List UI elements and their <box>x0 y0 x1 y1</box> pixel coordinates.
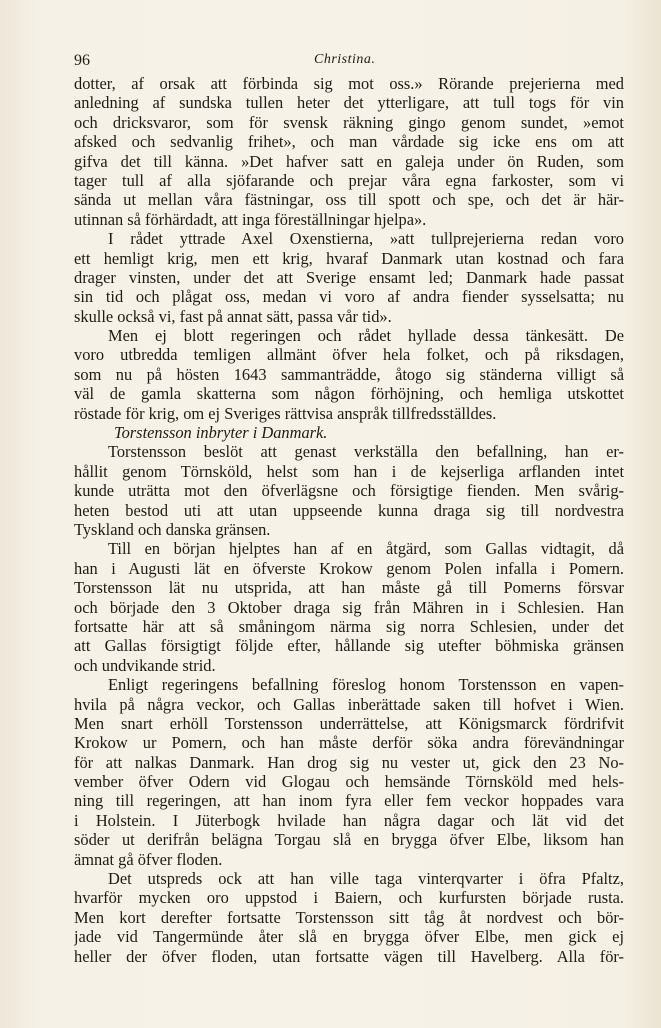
text-line: jade vid Tangermünde åter slå en brygga öfver Elbe, men gick ej <box>74 927 624 947</box>
text-line: Torstensson beslöt att genast verkställa den befallning, han er- <box>108 442 624 462</box>
text-line: Det utspreds ock att han ville taga vinterqvarter i öfra Pfaltz, <box>108 869 624 889</box>
body-text <box>74 74 624 966</box>
text-line: drager vinsten, under det att Sverige ensamt led; Danmark hade passat <box>74 267 624 287</box>
text-line: tager tull af alla sjöfarande och prejar våra egna farkoster, som vi <box>74 170 624 190</box>
text-line: som nu på hösten 1643 sammanträdde, åtogo sig ständerna villigt så <box>74 364 624 384</box>
text-line: och undvikande strid. <box>74 655 216 675</box>
text-line: hvila på några veckor, och Gallas inberättade saken till hofvet i Wien. <box>74 694 624 714</box>
text-line: vember öfver Odern vid Glogau och hemsände Törnsköld med hels- <box>74 772 624 792</box>
text-line: heten bestod uti att utan uppseende kunna draga sig till nordvestra <box>74 500 624 520</box>
text-line: dotter, af orsak att förbinda sig mot oss.» Rörande prejerierna med <box>74 74 624 93</box>
text-line: hållit genom Törnsköld, helst som han i de kejserliga arflanden intet <box>74 461 624 481</box>
text-line: Torstensson lät nu utsprida, att han måste gå till Pomerns försvar <box>74 578 624 598</box>
text-line: anledning af sundska tullen heter det ytterligare, att tull togs för vin <box>74 93 624 113</box>
page-header <box>74 52 624 72</box>
text-line: Till en början hjelptes han af en åtgärd, som Gallas vidtagit, då <box>108 539 624 559</box>
text-line: Tyskland och danska gränsen. <box>74 519 271 539</box>
text-line: gifva det till känna. »Det hafver satt en galeja under ön Ruden, som <box>74 151 624 171</box>
text-line: röstade för krig, om ej Sveriges rättvisa anspråk tillfredsställdes. <box>74 403 497 423</box>
text-line: Krokow ur Pomern, och han måste derför söka andra förevändningar <box>74 733 624 753</box>
text-line: att Gallas försigtigt följde efter, hållande sig utefter böhmiska gränsen <box>74 636 624 656</box>
text-line: heller der öfver floden, utan fortsatte vägen till Havelberg. Alla för- <box>74 946 624 966</box>
text-line: sin tid och plågat oss, medan vi voro af andra fiender sysselsatta; nu <box>74 287 624 307</box>
text-line: och började den 3 Oktober draga sig från Mähren in i Schlesien. Han <box>74 597 624 617</box>
text-line: ett hemligt krig, men ett krig, hvaraf Danmark utan kostnad och fara <box>74 248 624 268</box>
text-line: utinnan så förhärdadt, att inga föreställningar hjelpa». <box>74 209 427 229</box>
text-line: ning till regeringen, att han inom fyra eller fem veckor hoppades vara <box>74 791 624 811</box>
text-line: Men ej blott regeringen och rådet hyllade dessa tänkesätt. De <box>108 326 624 346</box>
text-line: Men snart erhöll Torstensson underrättelse, att Königsmarck fördrifvit <box>74 713 624 733</box>
text-line: han i Augusti lät en öfverste Krokow genom Polen infalla i Pomern. <box>74 558 624 578</box>
text-line: hvarför mycken oro uppstod i Baiern, och kurfursten började rusta. <box>74 888 624 908</box>
text-line: i Holstein. I Jüterbogk hvilade han några dagar och lät vid det <box>74 810 624 830</box>
text-line: och dricksvaror, som för svensk räkning gingo genom sundet, »emot <box>74 112 624 132</box>
page-number: 96 <box>74 52 90 69</box>
running-title: Christina. <box>314 52 376 67</box>
text-line: ämnat gå öfver floden. <box>74 849 223 869</box>
text-line: voro utbredda temligen allmänt öfver hela folket, och på riksdagen, <box>74 345 624 365</box>
text-line: fortsatte här att så småningom närma sig norra Schlesien, under det <box>74 616 624 636</box>
text-line: för att nalkas Danmark. Han drog sig nu vester ut, gick den 23 No- <box>74 752 624 772</box>
text-line: kunde uträtta mot den öfverlägsne och försigtige fienden. Men svårig- <box>74 481 624 501</box>
text-line: väl de gamla skatterna som någon förhöjning, och hemliga utskottet <box>74 384 624 404</box>
text-line: söder ut derifrån belägna Torgau slå en brygga öfver Elbe, liksom han <box>74 830 624 850</box>
text-line: I rådet yttrade Axel Oxenstierna, »att tullprejerierna redan voro <box>108 229 624 249</box>
text-line: sända ut mellan våra fästningar, oss till spott och spe, och det är här- <box>74 190 624 210</box>
text-line: skulle också vi, fast på annat sätt, passa vår tid». <box>74 306 392 326</box>
text-line: Enligt regeringens befallning föreslog honom Torstensson en vapen- <box>108 675 624 695</box>
text-line: Men kort derefter fortsatte Torstensson sitt tåg åt nordvest och bör- <box>74 907 624 927</box>
text-line: afsked och sedvanlig frihet», och man vårdade sig icke ens om att <box>74 132 624 152</box>
section-subheading: Torstensson inbryter i Danmark. <box>114 423 328 443</box>
